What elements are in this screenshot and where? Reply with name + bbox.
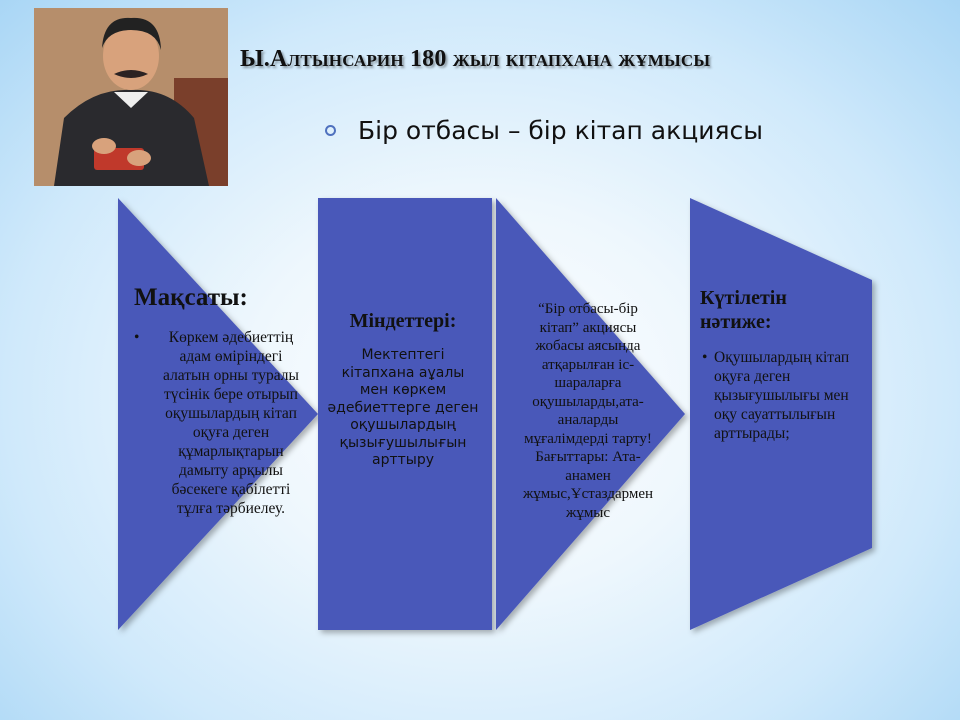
text-line: жобасы аясында (535, 338, 641, 354)
slide-subtitle: Бір отбасы – бір кітап акциясы (358, 116, 763, 145)
slide-title: Ы.Алтынсарин 180 жыл кітапхана жұмысы (240, 46, 711, 72)
bullet-dot-icon: • (134, 329, 140, 346)
panel-goal-heading: Мақсаты: (134, 284, 248, 311)
text-line: атқарылған іс- (541, 356, 635, 373)
panel-tasks-text: Мектептегі кітапхана аұалы мен көркем әдебиеттерге деген оқушылардың қызығушылығын арттыру (327, 347, 479, 468)
text-line: “Бір отбасы-бір (538, 301, 638, 317)
panel-result (700, 286, 860, 443)
bullet-dot-icon: • (702, 349, 708, 366)
panel-project (504, 300, 672, 522)
panel-tasks-heading: Міндеттері: (349, 310, 457, 332)
text-line: анамен (565, 467, 611, 484)
text-line: жұмыс,Ұстаздармен (522, 486, 654, 502)
panel-goal-text: Көркем әдебиеттің адам өміріндегі алатын орны туралы түсінік бере отырып оқушылардың кітап оқуға деген құмарлықтарын дамыту арқылы бәсекеге қабілетті тұлға тәрбиелеу. (163, 329, 299, 517)
text-line: оқушыларды,ата- (532, 393, 644, 410)
text-line: жұмыс (565, 504, 611, 521)
text-line: мұғалімдерді тарту! (524, 430, 652, 447)
panel-project-text (504, 300, 672, 522)
text-line: кітап” акциясы (539, 319, 637, 336)
panel-result-text: Оқушылардың кітап оқуға деген қызығушылығы мен оқу сауаттылығын арттырады; (714, 349, 850, 442)
text-line: Бағыттары: Ата- (535, 449, 641, 465)
panel-result-heading: Күтілетін нәтиже: (700, 287, 787, 333)
panel-tasks (326, 310, 480, 470)
text-line: шараларға (554, 375, 622, 391)
panel-goal (128, 284, 308, 518)
text-line: аналарды (557, 412, 619, 428)
